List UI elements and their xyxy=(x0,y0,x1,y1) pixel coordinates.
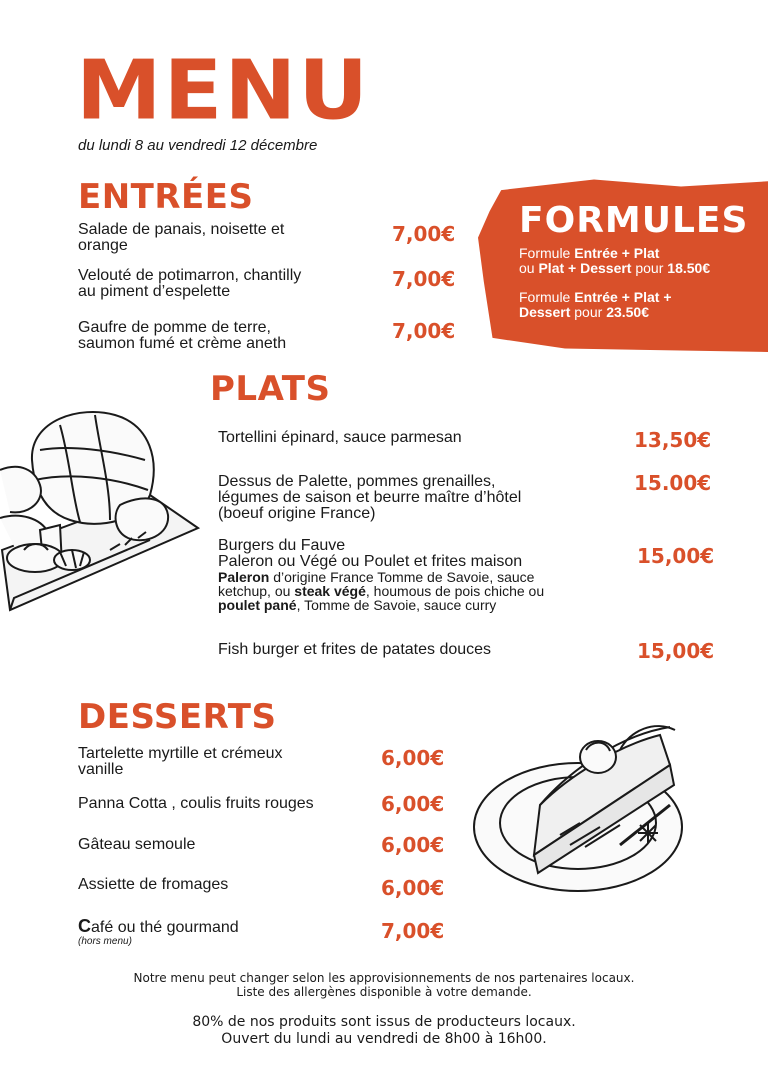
formule-2: Formule Entrée + Plat + Dessert pour 23.50€ xyxy=(519,289,672,320)
entree-item: Velouté de potimarron, chantilly au piment d’espelette xyxy=(78,267,302,300)
plat-price: 15,00€ xyxy=(637,544,715,568)
plat-item: Tortellini épinard, sauce parmesan xyxy=(218,429,462,446)
footer-note: Notre menu peut changer selon les approvisionnements de nos partenaires locaux. Liste des allergènes disponible à votre demande. xyxy=(133,971,635,999)
entrees-heading: ENTRÉES xyxy=(78,177,254,217)
entree-item: Gaufre de pomme de terre, saumon fumé et crème aneth xyxy=(78,319,287,352)
plat-item: Burgers du Fauve Paleron ou Végé ou Poulet et frites maison Paleron d’origine France Tomme de Savoie, sauce ketchup, ou steak végé, houmous de pois chiche ou poulet pané, Tomme de Savoie, sauce curry xyxy=(218,537,545,613)
dessert-item: Assiette de fromages xyxy=(78,876,229,893)
plat-price: 13,50€ xyxy=(634,428,712,452)
dessert-price: 7,00€ xyxy=(381,919,445,943)
dessert-price: 6,00€ xyxy=(381,833,445,857)
menu-dates: du lundi 8 au vendredi 12 décembre xyxy=(78,137,318,154)
formule-1: Formule Entrée + Plat ou Plat + Dessert pour 18.50€ xyxy=(519,245,711,276)
entree-price: 7,00€ xyxy=(392,267,456,291)
dessert-price: 6,00€ xyxy=(381,792,445,816)
plats-heading: PLATS xyxy=(210,369,331,409)
entree-item: Salade de panais, noisette et orange xyxy=(78,221,285,254)
dessert-price: 6,00€ xyxy=(381,876,445,900)
entree-price: 7,00€ xyxy=(392,222,456,246)
cabbage-cutting-board-illustration xyxy=(0,400,200,615)
dessert-item: Gâteau semoule xyxy=(78,836,196,853)
plat-item: Dessus de Palette, pommes grenailles, légumes de saison et beurre maître d’hôtel (boeuf origine France) xyxy=(218,473,522,522)
formules-heading: FORMULES xyxy=(519,200,749,241)
desserts-heading: DESSERTS xyxy=(78,697,277,737)
dessert-price: 6,00€ xyxy=(381,746,445,770)
entree-price: 7,00€ xyxy=(392,319,456,343)
dessert-item: Tartelette myrtille et crémeux vanille xyxy=(78,745,283,778)
menu-title: MENU xyxy=(76,43,371,139)
plat-price: 15.00€ xyxy=(634,471,712,495)
plat-item: Fish burger et frites de patates douces xyxy=(218,641,492,658)
pie-slice-illustration xyxy=(470,705,695,895)
dessert-item: Café ou thé gourmand (hors menu) xyxy=(78,916,239,947)
plat-price: 15,00€ xyxy=(637,639,715,663)
dessert-item: Panna Cotta , coulis fruits rouges xyxy=(78,795,314,812)
footer-info: 80% de nos produits sont issus de producteurs locaux. Ouvert du lundi au vendredi de 8h00 à 16h00. xyxy=(192,1014,576,1047)
